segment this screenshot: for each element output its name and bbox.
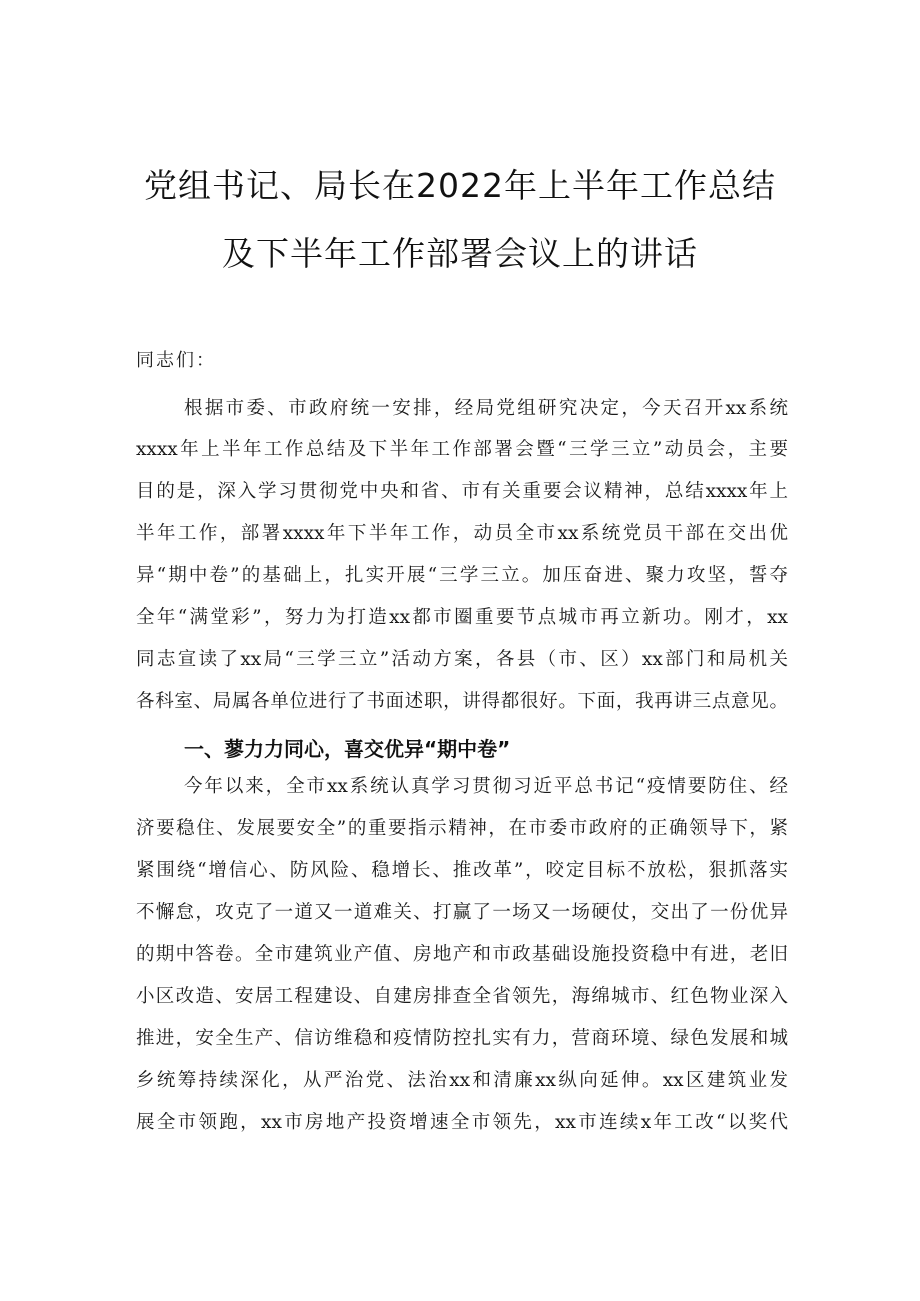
paragraph-line: 展全市领跑，xx市房地产投资增速全市领先，xx市连续x年工改“以奖代	[136, 1112, 788, 1133]
paragraph-line: 推进，安全生产、信访维稳和疫情防控扎实有力，营商环境、绿色发展和城	[136, 1028, 788, 1049]
paragraph-line: 异“期中卷”的基础上，扎实开展“三学三立。加压奋进、聚力攻坚，誓夺	[136, 565, 788, 586]
greeting: 同志们：	[136, 350, 216, 371]
paragraph-line: 不懈怠，攻克了一道又一道难关、打赢了一场又一场硬仗，交出了一份优异	[136, 902, 788, 923]
paragraph-line: 的期中答卷。全市建筑业产值、房地产和市政基础设施投资稳中有进，老旧	[136, 944, 788, 965]
paragraph-line: xxxx年上半年工作总结及下半年工作部署会暨“三学三立”动员会，主要	[136, 439, 788, 460]
paragraph-line: 紧围绕“增信心、防风险、稳增长、推改革”，咬定目标不放松，狠抓落实	[136, 860, 788, 881]
paragraph-line: 各科室、局属各单位进行了书面述职，讲得都很好。下面，我再讲三点意见。	[136, 691, 788, 712]
paragraph-line: 今年以来，全市xx系统认真学习贯彻习近平总书记“疫情要防住、经	[184, 776, 788, 797]
paragraph-line: 济要稳住、发展要安全”的重要指示精神，在市委市政府的正确领导下，紧	[136, 818, 788, 839]
paragraph-line: 同志宣读了xx局“三学三立”活动方案，各县（市、区）xx部门和局机关	[136, 649, 788, 670]
paragraph-line: 半年工作，部署xxxx年下半年工作，动员全市xx系统党员干部在交出优	[136, 523, 788, 544]
document-title-line-2: 及下半年工作部署会议上的讲话	[222, 234, 698, 273]
paragraph-line: 根据市委、市政府统一安排，经局党组研究决定，今天召开xx系统	[184, 398, 788, 419]
document-title-line-1: 党组书记、局长在2022年上半年工作总结	[144, 166, 776, 205]
paragraph-line: 目的是，深入学习贯彻党中央和省、市有关重要会议精神，总结xxxx年上	[136, 481, 788, 502]
section-heading-1: 一、蓼力力同心，喜交优异“期中卷”	[184, 737, 511, 761]
paragraph-line: 全年“满堂彩”，努力为打造xx都市圈重要节点城市再立新功。刚才，xx	[136, 607, 788, 628]
paragraph-line: 乡统筹持续深化，从严治党、法治xx和清廉xx纵向延伸。xx区建筑业发	[136, 1070, 788, 1091]
paragraph-line: 小区改造、安居工程建设、自建房排查全省领先，海绵城市、红色物业深入	[136, 986, 788, 1007]
